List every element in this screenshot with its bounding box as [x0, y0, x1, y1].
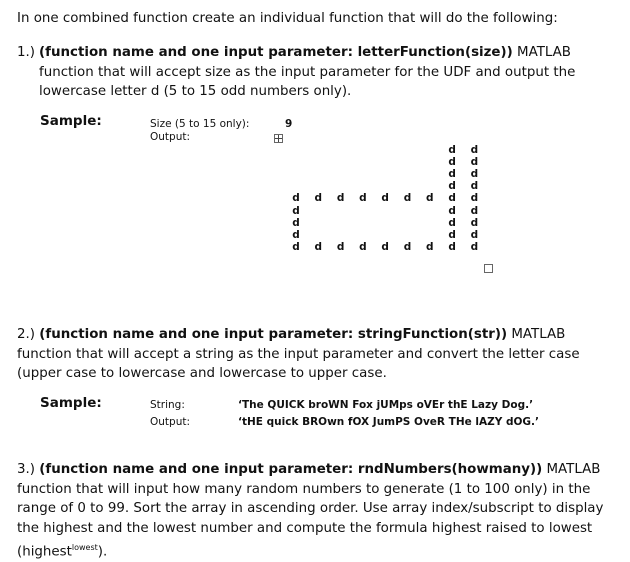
move-handle-icon[interactable]: [274, 134, 283, 143]
q2-rest: MATLAB function that will accept a string as the input parameter and convert the letter case (upper case to lowercase and lowercase to upper case.: [17, 327, 580, 381]
letter-d-glyph: d: [336, 192, 345, 205]
q3-number: 3.): [17, 462, 36, 477]
q2-string-label: String:: [150, 399, 185, 411]
letter-d-glyph: d: [359, 240, 367, 253]
letter-d-glyph: d: [448, 156, 456, 169]
q2-output-label: Output:: [150, 416, 191, 428]
letter-d-glyph: d: [381, 192, 389, 205]
letter-d-glyph: d: [470, 144, 479, 156]
q2-text: [17, 325, 617, 384]
letter-d-glyph: d: [448, 144, 456, 156]
q2-output-value: ‘tHE quick BROwn fOX JumPS OveR THe lAZY dOG.’: [238, 416, 540, 428]
letter-d-glyph: d: [292, 204, 300, 217]
letter-d-glyph: d: [470, 156, 479, 169]
q1-rest: MATLAB function that will accept size as the input parameter for the UDF and output the lowercase letter d (5 to 15 odd numbers only).: [39, 45, 576, 99]
q2-number: 2.): [17, 327, 36, 342]
q1-bold: (function name and one input parameter: letterFunction(size)): [39, 45, 513, 60]
q3-bold: (function name and one input parameter: rndNumbers(howmany)): [39, 462, 543, 477]
letter-d-glyph: d: [381, 240, 389, 253]
letter-d-glyph: d: [470, 216, 479, 229]
q1-output-label: Output:: [150, 131, 191, 143]
letter-d-glyph: d: [470, 204, 479, 217]
letter-d-glyph: d: [292, 228, 300, 241]
q1-number: 1.): [17, 45, 36, 60]
q1-sample-label: Sample:: [40, 113, 102, 129]
q1-size-value: 9: [285, 118, 293, 130]
letter-d-glyph: d: [470, 168, 479, 181]
letter-d-glyph: d: [314, 192, 323, 205]
letter-d-glyph: d: [448, 228, 456, 241]
letter-d-glyph: d: [292, 240, 300, 253]
q2-string-value: ‘The QUICK broWN Fox jUMps oVEr thE Lazy Dog.’: [238, 399, 534, 411]
letter-d-glyph: d: [448, 168, 456, 181]
letter-d-glyph: d: [470, 192, 479, 205]
letter-d-glyph: d: [448, 216, 456, 229]
q3-text: [17, 460, 617, 562]
letter-d-glyph: d: [470, 180, 479, 193]
q2-sample-label: Sample:: [40, 395, 102, 411]
q1-size-label: Size (5 to 15 only):: [150, 118, 250, 130]
letter-d-glyph: d: [426, 240, 434, 253]
letter-d-glyph: d: [292, 192, 300, 205]
letter-d-glyph: d: [292, 216, 300, 229]
intro-text: In one combined function create an individual function that will do the following:: [17, 11, 558, 26]
letter-d-glyph: d: [359, 192, 367, 205]
letter-d-glyph: d: [470, 240, 479, 253]
letter-d-glyph: d: [426, 192, 434, 205]
resize-handle-icon[interactable]: [484, 264, 493, 273]
letter-d-glyph: d: [336, 240, 345, 253]
letter-d-glyph: d: [470, 228, 479, 241]
q3-rest: MATLAB function that will input how many random numbers to generate (1 to 100 only) in the range of 0 to 99. Sort the array in ascending order. Use array index/subscript to display the highest and the lowest number and compute the formula highest raised to lowest (highest: [17, 462, 604, 560]
letter-d-glyph: d: [403, 192, 412, 205]
letter-d-glyph: d: [448, 180, 456, 193]
letter-d-glyph: d: [403, 240, 412, 253]
q3-superscript: lowest: [71, 543, 98, 552]
letter-d-glyph: d: [448, 240, 456, 253]
letter-d-glyph: d: [314, 240, 323, 253]
q3-end: ).: [97, 544, 108, 560]
q1-text: [39, 43, 607, 102]
letter-d-glyph: d: [448, 204, 456, 217]
letter-d-glyph: d: [448, 192, 456, 205]
q2-bold: (function name and one input parameter: stringFunction(str)): [39, 327, 508, 342]
